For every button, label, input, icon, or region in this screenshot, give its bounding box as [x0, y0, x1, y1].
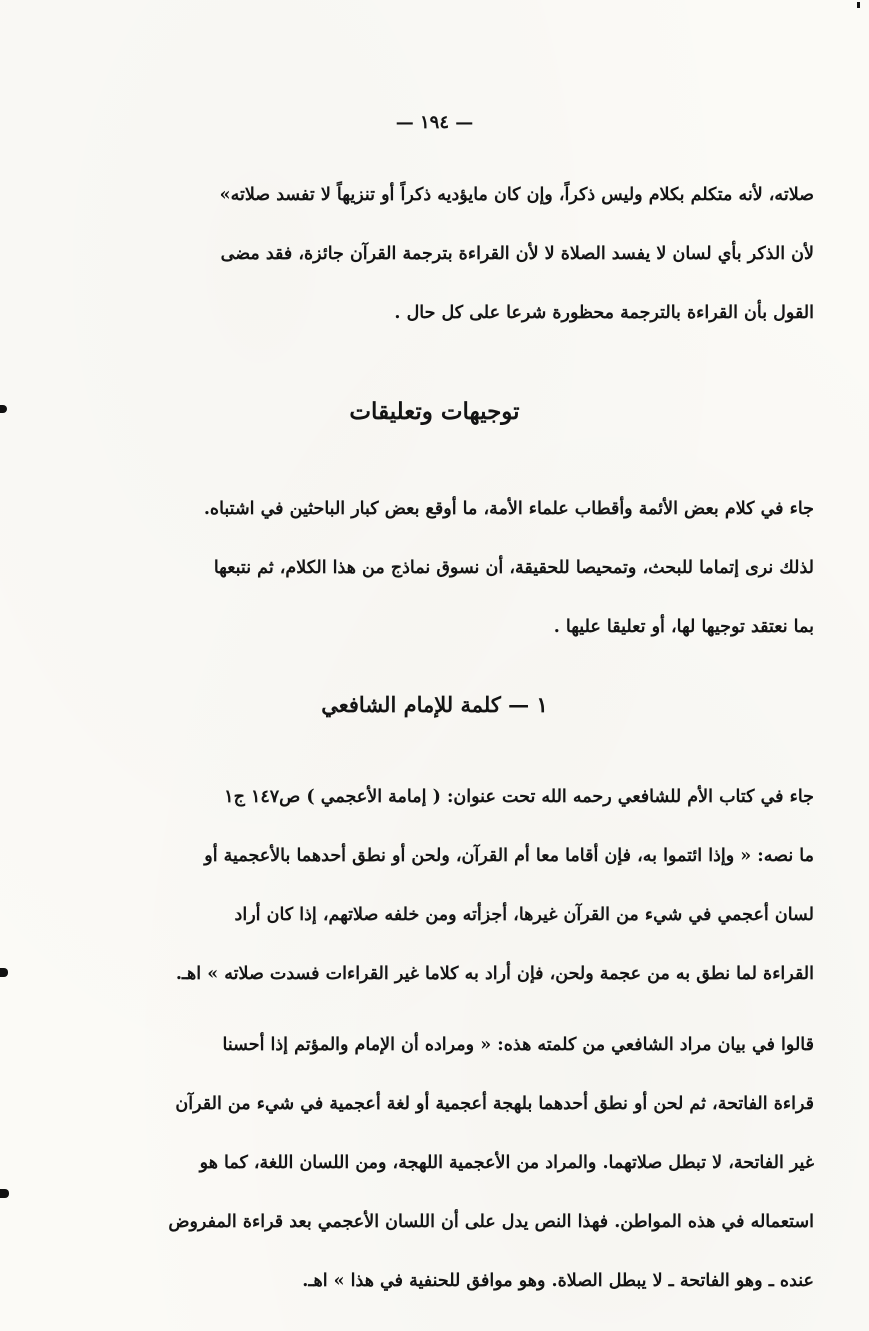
text-line: جاء في كلام بعض الأئمة وأقطاب علماء الأمة، ما أوقع بعض كبار الباحثين في اشتباه.	[203, 499, 814, 519]
text-line: عنده ـ وهو الفاتحة ـ لا يبطل الصلاة. وهو موافق للحنفية في هذا » اهـ.	[302, 1271, 814, 1291]
text-line: استعماله في هذه المواطن. فهذا النص يدل على أن اللسان الأعجمي بعد قراءة المفروض	[168, 1212, 814, 1232]
section-heading: توجيهات وتعليقات	[349, 398, 520, 425]
text-line: غير الفاتحة، لا تبطل صلاتهما. والمراد من الأعجمية اللهجة، ومن اللسان اللغة، كما هو	[199, 1153, 814, 1173]
page-number: — ١٩٤ —	[395, 112, 474, 133]
scan-mark	[0, 968, 8, 977]
text-line: القول بأن القراءة بالترجمة محظورة شرعا على كل حال .	[394, 303, 814, 323]
scan-mark	[0, 1189, 9, 1198]
text-line: بما نعتقد توجيها لها، أو تعليقا عليها .	[553, 617, 814, 637]
text-line: لسان أعجمي في شيء من القرآن غيرها، أجزأته ومن خلفه صلاتهم، إذا كان أراد	[234, 905, 814, 925]
paragraph-intro	[44, 480, 814, 657]
paragraph-explanation	[44, 1016, 814, 1311]
text-line: قراءة الفاتحة، ثم لحن أو نطق أحدهما بلهجة أعجمية أو لغة أعجمية في شيء من القرآن	[175, 1094, 814, 1114]
scan-mark	[857, 2, 860, 8]
text-line: جاء في كتاب الأم للشافعي رحمه الله تحت عنوان: ( إمامة الأعجمي ) ص١٤٧ ج١	[224, 787, 814, 807]
subsection-heading: ١ — كلمة للإمام الشافعي	[321, 692, 548, 717]
text-line: القراءة لما نطق به من عجمة ولحن، فإن أراد به كلاما غير القراءات فسدت صلاته » اهـ.	[175, 964, 814, 984]
paragraph-quote	[44, 768, 814, 1004]
text-line: لأن الذكر بأي لسان لا يفسد الصلاة لا لأن القراءة بترجمة القرآن جائزة، فقد مضى	[220, 244, 814, 264]
text-line: قالوا في بيان مراد الشافعي من كلمته هذه: « ومراده أن الإمام والمؤتم إذا أحسنا	[222, 1035, 814, 1055]
text-line: ما نصه: « وإذا ائتموا به، فإن أقاما معا أم القرآن، ولحن أو نطق أحدهما بالأعجمية أو	[204, 846, 814, 866]
text-line: صلاته، لأنه متكلم بكلام وليس ذكراً، وإن كان مايؤديه ذكراً أو تنزيهاً لا تفسد صلاته»	[219, 185, 814, 205]
paragraph-continuation	[44, 166, 814, 343]
text-line: لذلك نرى إتماما للبحث، وتمحيصا للحقيقة، أن نسوق نماذج من هذا الكلام، ثم نتبعها	[213, 558, 814, 578]
